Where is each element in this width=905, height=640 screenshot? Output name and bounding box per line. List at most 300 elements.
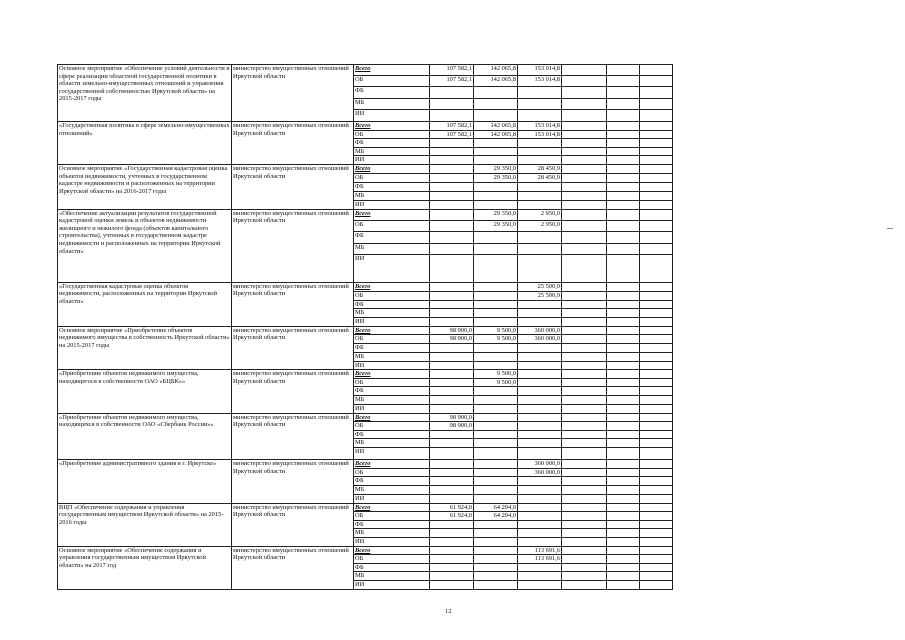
amount-y2016: [474, 200, 518, 209]
empty-cell: [607, 156, 640, 165]
funding-source: ИИ: [354, 404, 430, 413]
empty-cell: [640, 200, 673, 209]
responsible-executor: министерство имущественных отношений Иркутской области: [232, 546, 354, 589]
funding-source: ОБ: [354, 130, 430, 139]
funding-source: Всего: [354, 546, 430, 555]
activity-name: «Приобретение объектов недвижимого имущества, находящихся в собственности ОАО «Сбербанк России»»: [58, 413, 232, 460]
empty-cell: [607, 76, 640, 87]
empty-cell: [607, 520, 640, 529]
empty-cell: [607, 182, 640, 191]
amount-y2017: 360 000,0: [518, 460, 562, 469]
empty-cell: [607, 200, 640, 209]
empty-cell: [607, 512, 640, 521]
amount-y2015: [430, 404, 474, 413]
amount-y2016: [474, 404, 518, 413]
amount-y2016: 29 350,0: [474, 164, 518, 173]
empty-cell: [562, 335, 607, 344]
empty-cell: [562, 200, 607, 209]
empty-cell: [562, 122, 607, 131]
amount-y2017: [518, 361, 562, 370]
amount-y2016: [474, 300, 518, 309]
amount-y2015: [430, 352, 474, 361]
empty-cell: [640, 326, 673, 335]
amount-y2015: [430, 529, 474, 538]
amount-y2015: [430, 343, 474, 352]
amount-y2015: [430, 87, 474, 99]
amount-y2017: [518, 343, 562, 352]
empty-cell: [607, 318, 640, 327]
funding-source: ОБ: [354, 422, 430, 431]
amount-y2017: [518, 110, 562, 122]
activity-name: Основное мероприятие «Обеспечение содержания и управления государственным имуществом Иркутской области» на 2017 год: [58, 546, 232, 589]
empty-cell: [562, 581, 607, 590]
empty-cell: [607, 65, 640, 76]
amount-y2017: [518, 495, 562, 504]
empty-cell: [640, 529, 673, 538]
empty-cell: [640, 413, 673, 422]
amount-y2015: [430, 300, 474, 309]
amount-y2015: 61 924,0: [430, 503, 474, 512]
amount-y2015: 107 582,1: [430, 122, 474, 131]
empty-cell: [607, 572, 640, 581]
funding-source: ФБ: [354, 520, 430, 529]
empty-cell: [607, 460, 640, 469]
table-row: [58, 65, 673, 76]
empty-cell: [607, 486, 640, 495]
empty-cell: [607, 529, 640, 538]
amount-y2017: 113 691,6: [518, 555, 562, 564]
amount-y2017: [518, 486, 562, 495]
amount-y2015: 98 900,0: [430, 413, 474, 422]
empty-cell: [607, 220, 640, 231]
funding-source: Всего: [354, 209, 430, 220]
amount-y2017: [518, 191, 562, 200]
empty-cell: [607, 555, 640, 564]
amount-y2016: [474, 361, 518, 370]
amount-y2017: 153 014,8: [518, 122, 562, 131]
empty-cell: [607, 254, 640, 282]
empty-cell: [562, 477, 607, 486]
amount-y2017: [518, 99, 562, 110]
budget-table-body: [58, 65, 673, 590]
amount-y2016: [474, 546, 518, 555]
empty-cell: [562, 538, 607, 547]
amount-y2015: [430, 361, 474, 370]
amount-y2016: [474, 477, 518, 486]
empty-cell: [640, 378, 673, 387]
empty-cell: [607, 538, 640, 547]
empty-cell: [640, 343, 673, 352]
empty-cell: [640, 147, 673, 156]
amount-y2015: 61 924,0: [430, 512, 474, 521]
empty-cell: [562, 370, 607, 379]
funding-source: ИИ: [354, 361, 430, 370]
amount-y2015: [430, 147, 474, 156]
empty-cell: [607, 231, 640, 243]
amount-y2015: [430, 468, 474, 477]
funding-source: ИИ: [354, 156, 430, 165]
funding-source: МБ: [354, 529, 430, 538]
amount-y2016: 9 500,0: [474, 335, 518, 344]
amount-y2016: [474, 538, 518, 547]
empty-cell: [640, 520, 673, 529]
funding-source: ОБ: [354, 291, 430, 300]
table-row: [58, 546, 673, 555]
empty-cell: [562, 460, 607, 469]
empty-cell: [640, 460, 673, 469]
table-row: [58, 413, 673, 422]
amount-y2015: [430, 448, 474, 460]
amount-y2016: 64 294,0: [474, 512, 518, 521]
empty-cell: [640, 546, 673, 555]
amount-y2015: 98 900,0: [430, 326, 474, 335]
funding-source: Всего: [354, 326, 430, 335]
amount-y2017: [518, 404, 562, 413]
empty-cell: [640, 182, 673, 191]
funding-source: ОБ: [354, 468, 430, 477]
responsible-executor: министерство имущественных отношений Иркутской области: [232, 413, 354, 460]
empty-cell: [640, 430, 673, 439]
amount-y2015: [430, 209, 474, 220]
empty-cell: [640, 76, 673, 87]
amount-y2015: [430, 291, 474, 300]
empty-cell: [562, 282, 607, 291]
activity-name: «Обеспечение актуализации результатов государственной кадастровой оценки земель и объектов недвижимости жилищного и нежилого фонда (объектов капитального строительства), учтенных в государственном кадастре недвижимости и расположенных на территории Иркутской области»: [58, 209, 232, 282]
empty-cell: [607, 422, 640, 431]
empty-cell: [607, 495, 640, 504]
responsible-executor: министерство имущественных отношений Иркутской области: [232, 460, 354, 503]
empty-cell: [640, 361, 673, 370]
empty-cell: [607, 448, 640, 460]
table-row: [58, 282, 673, 291]
amount-y2017: 25 500,9: [518, 291, 562, 300]
empty-cell: [562, 546, 607, 555]
amount-y2015: [430, 486, 474, 495]
funding-source: МБ: [354, 352, 430, 361]
empty-cell: [607, 335, 640, 344]
funding-source: ОБ: [354, 378, 430, 387]
responsible-executor: министерство имущественных отношений Иркутской области: [232, 164, 354, 209]
funding-source: ФБ: [354, 300, 430, 309]
empty-cell: [607, 503, 640, 512]
amount-y2015: 107 582,1: [430, 65, 474, 76]
amount-y2017: [518, 139, 562, 148]
empty-cell: [562, 378, 607, 387]
activity-name: Основное мероприятие «Приобретение объектов недвижимого имущества в собственность Иркутской области» на 2015-2017 годы: [58, 326, 232, 369]
amount-y2015: [430, 99, 474, 110]
amount-y2015: [430, 460, 474, 469]
amount-y2016: 9 500,0: [474, 370, 518, 379]
table-row: [58, 503, 673, 512]
amount-y2017: [518, 182, 562, 191]
amount-y2015: [430, 282, 474, 291]
funding-source: МБ: [354, 439, 430, 448]
empty-cell: [640, 555, 673, 564]
empty-cell: [607, 370, 640, 379]
amount-y2015: [430, 477, 474, 486]
amount-y2016: [474, 291, 518, 300]
empty-cell: [640, 173, 673, 182]
funding-source: ФБ: [354, 343, 430, 352]
amount-y2016: 142 065,8: [474, 130, 518, 139]
amount-y2017: [518, 156, 562, 165]
amount-y2015: [430, 220, 474, 231]
amount-y2016: [474, 191, 518, 200]
funding-source: ОБ: [354, 76, 430, 87]
empty-cell: [640, 486, 673, 495]
empty-cell: [562, 439, 607, 448]
amount-y2017: [518, 529, 562, 538]
empty-cell: [607, 122, 640, 131]
empty-cell: [562, 318, 607, 327]
amount-y2016: [474, 282, 518, 291]
empty-cell: [562, 291, 607, 300]
empty-cell: [640, 335, 673, 344]
amount-y2015: [430, 182, 474, 191]
amount-y2015: 107 582,1: [430, 76, 474, 87]
empty-cell: [562, 529, 607, 538]
empty-cell: [607, 378, 640, 387]
amount-y2017: [518, 87, 562, 99]
funding-source: ФБ: [354, 430, 430, 439]
funding-source: МБ: [354, 395, 430, 404]
empty-cell: [640, 563, 673, 572]
empty-cell: [562, 173, 607, 182]
amount-y2017: 2 950,0: [518, 209, 562, 220]
empty-cell: [640, 495, 673, 504]
empty-cell: [607, 243, 640, 254]
amount-y2016: 9 500,0: [474, 326, 518, 335]
empty-cell: [640, 65, 673, 76]
amount-y2015: [430, 156, 474, 165]
amount-y2016: [474, 439, 518, 448]
budget-table: [57, 64, 673, 590]
table-row: [58, 164, 673, 173]
amount-y2017: [518, 395, 562, 404]
funding-source: ОБ: [354, 220, 430, 231]
amount-y2016: [474, 572, 518, 581]
empty-cell: [640, 191, 673, 200]
funding-source: ФБ: [354, 231, 430, 243]
activity-name: «Государственная кадастровая оценка объектов недвижимости, расположенных на территории Иркутской области»: [58, 282, 232, 326]
empty-cell: [640, 231, 673, 243]
empty-cell: [640, 139, 673, 148]
funding-source: ОБ: [354, 512, 430, 521]
amount-y2015: [430, 495, 474, 504]
amount-y2017: 2 950,0: [518, 220, 562, 231]
responsible-executor: министерство имущественных отношений Иркутской области: [232, 370, 354, 413]
amount-y2017: [518, 477, 562, 486]
empty-cell: [607, 413, 640, 422]
amount-y2017: [518, 370, 562, 379]
empty-cell: [562, 361, 607, 370]
empty-cell: [562, 300, 607, 309]
empty-cell: [607, 309, 640, 318]
amount-y2016: 29 350,0: [474, 173, 518, 182]
empty-cell: [562, 99, 607, 110]
empty-cell: [562, 326, 607, 335]
funding-source: МБ: [354, 191, 430, 200]
empty-cell: [562, 209, 607, 220]
empty-cell: [640, 387, 673, 396]
amount-y2015: [430, 430, 474, 439]
amount-y2016: [474, 555, 518, 564]
empty-cell: [562, 130, 607, 139]
empty-cell: [562, 254, 607, 282]
funding-source: МБ: [354, 309, 430, 318]
responsible-executor: министерство имущественных отношений Иркутской области: [232, 122, 354, 165]
empty-cell: [640, 282, 673, 291]
amount-y2016: [474, 563, 518, 572]
amount-y2016: 142 065,8: [474, 76, 518, 87]
amount-y2016: [474, 581, 518, 590]
funding-source: ФБ: [354, 87, 430, 99]
amount-y2016: [474, 309, 518, 318]
amount-y2017: [518, 243, 562, 254]
funding-source: ФБ: [354, 387, 430, 396]
amount-y2017: 153 014,8: [518, 65, 562, 76]
funding-source: Всего: [354, 282, 430, 291]
amount-y2017: [518, 318, 562, 327]
responsible-executor: министерство имущественных отношений Иркутской области: [232, 326, 354, 369]
empty-cell: [640, 538, 673, 547]
amount-y2017: [518, 254, 562, 282]
empty-cell: [562, 495, 607, 504]
amount-y2015: [430, 387, 474, 396]
funding-source: ИИ: [354, 254, 430, 282]
table-row: [58, 326, 673, 335]
amount-y2016: [474, 520, 518, 529]
amount-y2015: [430, 243, 474, 254]
page-number: 12: [445, 608, 452, 615]
table-row: [58, 209, 673, 220]
empty-cell: [607, 300, 640, 309]
funding-source: ИИ: [354, 581, 430, 590]
amount-y2016: [474, 395, 518, 404]
empty-cell: [607, 581, 640, 590]
empty-cell: [562, 352, 607, 361]
amount-y2016: 29 350,0: [474, 220, 518, 231]
funding-source: ФБ: [354, 477, 430, 486]
funding-source: ФБ: [354, 139, 430, 148]
amount-y2015: [430, 200, 474, 209]
amount-y2016: [474, 87, 518, 99]
amount-y2017: 113 691,6: [518, 546, 562, 555]
activity-name: «Приобретение объектов недвижимого имущества, находящегося в собственности ОАО «БЦБК»»: [58, 370, 232, 413]
empty-cell: [640, 243, 673, 254]
amount-y2016: [474, 139, 518, 148]
empty-cell: [562, 430, 607, 439]
funding-source: Всего: [354, 503, 430, 512]
funding-source: ИИ: [354, 110, 430, 122]
empty-cell: [562, 231, 607, 243]
amount-y2016: 142 065,8: [474, 65, 518, 76]
empty-cell: [607, 361, 640, 370]
empty-cell: [640, 468, 673, 477]
funding-source: ФБ: [354, 563, 430, 572]
empty-cell: [640, 156, 673, 165]
amount-y2017: 28 450,9: [518, 173, 562, 182]
funding-source: ИИ: [354, 448, 430, 460]
responsible-executor: министерство имущественных отношений Иркутской области: [232, 209, 354, 282]
empty-cell: [562, 309, 607, 318]
empty-cell: [640, 404, 673, 413]
empty-cell: [640, 164, 673, 173]
amount-y2015: 98 900,0: [430, 422, 474, 431]
empty-cell: [640, 439, 673, 448]
empty-cell: [562, 387, 607, 396]
amount-y2017: [518, 231, 562, 243]
empty-cell: [607, 326, 640, 335]
amount-y2015: [430, 254, 474, 282]
funding-source: МБ: [354, 486, 430, 495]
empty-cell: [640, 110, 673, 122]
amount-y2016: [474, 529, 518, 538]
empty-cell: [562, 404, 607, 413]
empty-cell: [640, 422, 673, 431]
empty-cell: [640, 309, 673, 318]
amount-y2016: [474, 110, 518, 122]
empty-cell: [562, 139, 607, 148]
empty-cell: [607, 87, 640, 99]
empty-cell: [562, 343, 607, 352]
funding-source: Всего: [354, 122, 430, 131]
empty-cell: [562, 76, 607, 87]
amount-y2015: [430, 164, 474, 173]
amount-y2017: [518, 520, 562, 529]
amount-y2016: 142 065,8: [474, 122, 518, 131]
funding-source: ФБ: [354, 182, 430, 191]
empty-cell: [607, 477, 640, 486]
amount-y2017: [518, 439, 562, 448]
amount-y2017: 153 014,8: [518, 76, 562, 87]
table-row: [58, 370, 673, 379]
amount-y2017: [518, 147, 562, 156]
empty-cell: [640, 477, 673, 486]
empty-cell: [640, 318, 673, 327]
amount-y2017: [518, 378, 562, 387]
empty-cell: [640, 503, 673, 512]
empty-cell: [607, 439, 640, 448]
table-row: [58, 460, 673, 469]
empty-cell: [640, 300, 673, 309]
amount-y2017: [518, 422, 562, 431]
empty-cell: [562, 503, 607, 512]
empty-cell: [607, 387, 640, 396]
empty-cell: [562, 220, 607, 231]
responsible-executor: министерство имущественных отношений Иркутской области: [232, 282, 354, 326]
amount-y2017: 360 000,0: [518, 468, 562, 477]
empty-cell: [640, 209, 673, 220]
amount-y2017: [518, 430, 562, 439]
amount-y2016: [474, 99, 518, 110]
amount-y2017: 360 000,0: [518, 326, 562, 335]
amount-y2015: [430, 173, 474, 182]
empty-cell: [640, 352, 673, 361]
amount-y2015: [430, 538, 474, 547]
funding-source: ИИ: [354, 318, 430, 327]
empty-cell: [607, 282, 640, 291]
amount-y2015: [430, 572, 474, 581]
amount-y2016: [474, 243, 518, 254]
empty-cell: [607, 546, 640, 555]
empty-cell: [640, 512, 673, 521]
funding-source: Всего: [354, 370, 430, 379]
amount-y2015: [430, 520, 474, 529]
amount-y2015: [430, 139, 474, 148]
amount-y2015: [430, 395, 474, 404]
empty-cell: [607, 164, 640, 173]
